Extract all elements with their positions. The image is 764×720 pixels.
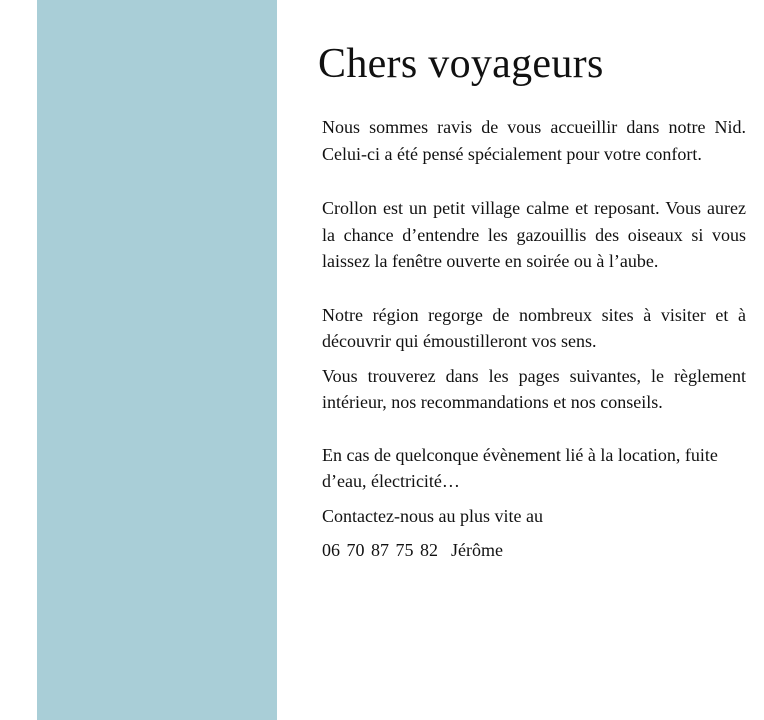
welcome-letter xyxy=(318,38,746,564)
paragraph-incident: En cas de quelconque évènement lié à la location, fuite d’eau, électricité… xyxy=(322,444,718,491)
paragraph-welcome: Nous sommes ravis de vous accueillir dans notre Nid. Celui-ci a été pensé spécialement pour votre confort. xyxy=(322,117,746,164)
contact-phone: 06 70 87 75 82 xyxy=(322,540,438,560)
contact-name: Jérôme xyxy=(451,540,503,560)
paragraph-rules: Vous trouverez dans les pages suivantes, le règlement intérieur, nos recommandations et nos conseils. xyxy=(322,365,746,412)
page-title: Chers voyageurs xyxy=(318,41,604,87)
contact-line xyxy=(322,537,746,564)
decorative-side-band xyxy=(37,0,277,720)
paragraph-village: Crollon est un petit village calme et reposant. Vous aurez la chance d’entendre les gazouillis des oiseaux si vous laissez la fenêtre ouverte en soirée ou à l’aube. xyxy=(322,198,746,271)
paragraph-region: Notre région regorge de nombreux sites à visiter et à découvrir qui émoustilleront vos sens. xyxy=(322,304,746,351)
paragraph-contact-request: Contactez-nous au plus vite au xyxy=(322,505,543,526)
